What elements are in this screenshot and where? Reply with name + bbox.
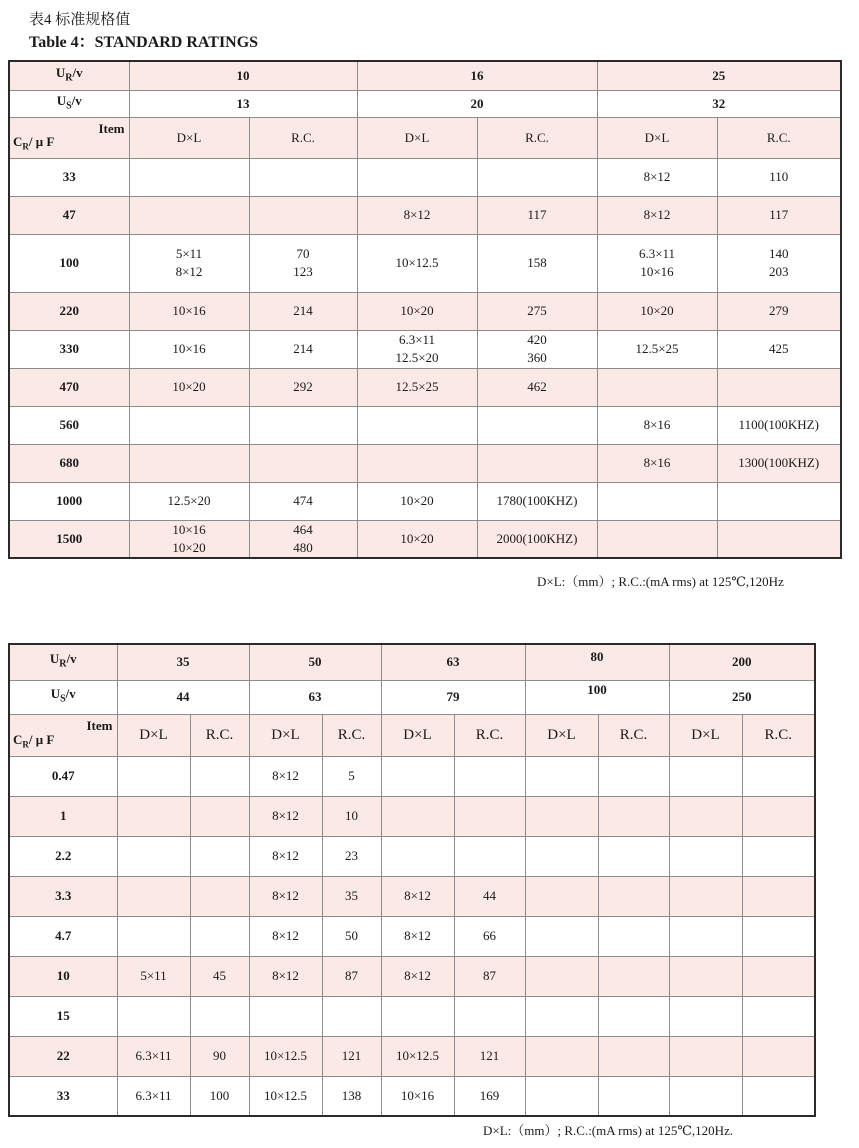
size-cell: 10×16	[129, 330, 249, 368]
ripple-current-cell	[598, 836, 669, 876]
size-cell: 8×16	[597, 444, 717, 482]
ripple-current-cell	[454, 796, 525, 836]
capacitance-cell: 33	[9, 1076, 117, 1116]
size-cell: 10×12.5	[249, 1076, 322, 1116]
table-row	[9, 1076, 815, 1116]
surge-voltage-value: 79	[381, 680, 525, 714]
table-row	[9, 956, 815, 996]
ripple-current-cell: 1780(100KHZ)	[477, 482, 597, 520]
ripple-current-cell: 121	[322, 1036, 381, 1076]
table-row	[9, 368, 841, 406]
rated-voltage-value: 16	[357, 61, 597, 90]
size-cell	[525, 876, 598, 916]
ripple-current-cell	[742, 796, 815, 836]
size-cell: 8×12	[381, 956, 454, 996]
capacitance-cell: 33	[9, 158, 129, 196]
table-1-footnote: D×L:（mm）; R.C.:(mA rms) at 125℃,120Hz	[537, 574, 784, 589]
ripple-current-cell: 169	[454, 1076, 525, 1116]
ripple-current-cell	[742, 756, 815, 796]
table-caption-chinese: 表4 标准规格值	[29, 12, 131, 28]
ripple-current-cell	[717, 520, 841, 558]
size-cell: 8×12	[249, 836, 322, 876]
size-cell	[525, 1076, 598, 1116]
column-header: R.C.	[249, 117, 357, 158]
table-caption-english: Table 4：STANDARD RATINGS	[29, 34, 259, 51]
size-cell: 12.5×25	[357, 368, 477, 406]
size-cell	[525, 1036, 598, 1076]
rated-voltage-value: 200	[669, 644, 815, 680]
ripple-current-cell	[249, 444, 357, 482]
size-cell	[669, 796, 742, 836]
column-header: D×L	[381, 714, 454, 756]
size-cell: 8×12	[597, 158, 717, 196]
ripple-current-cell: 44	[454, 876, 525, 916]
size-cell	[117, 796, 190, 836]
ripple-current-cell: 292	[249, 368, 357, 406]
size-cell: 12.5×20	[129, 482, 249, 520]
column-header: R.C.	[454, 714, 525, 756]
capacitance-cell: 4.7	[9, 916, 117, 956]
size-cell	[129, 158, 249, 196]
size-cell: 8×12	[249, 796, 322, 836]
table-row	[9, 916, 815, 956]
ripple-current-cell	[190, 916, 249, 956]
size-cell	[525, 836, 598, 876]
capacitance-cell: 2.2	[9, 836, 117, 876]
ripple-current-cell	[717, 368, 841, 406]
surge-voltage-value: 250	[669, 680, 815, 714]
ripple-current-cell: 87	[454, 956, 525, 996]
table-row	[9, 996, 815, 1036]
capacitance-label: $C_R/$ μ F	[13, 731, 55, 750]
surge-voltage-label: $U_S/v$	[9, 680, 117, 714]
capacitance-cell: 0.47	[9, 756, 117, 796]
ripple-current-cell: 138	[322, 1076, 381, 1116]
ripple-current-cell: 90	[190, 1036, 249, 1076]
ripple-current-cell: 425	[717, 330, 841, 368]
ripple-current-cell: 117	[477, 196, 597, 234]
surge-voltage-value: 44	[117, 680, 249, 714]
size-cell: 10×16	[129, 292, 249, 330]
column-header: R.C.	[717, 117, 841, 158]
capacitance-cell: 1000	[9, 482, 129, 520]
size-cell	[597, 482, 717, 520]
size-cell	[525, 756, 598, 796]
ripple-current-cell: 279	[717, 292, 841, 330]
table-row	[9, 444, 841, 482]
surge-voltage-row	[9, 90, 841, 117]
size-cell	[597, 520, 717, 558]
ripple-current-cell	[322, 996, 381, 1036]
rated-voltage-label: $U_R/v$	[9, 61, 129, 90]
ripple-current-cell: 10	[322, 796, 381, 836]
ripple-current-cell: 214	[249, 292, 357, 330]
size-cell: 10×12.5	[381, 1036, 454, 1076]
size-cell: 6.3×11 12.5×20	[357, 330, 477, 368]
capacitance-cell: 22	[9, 1036, 117, 1076]
column-header: D×L	[249, 714, 322, 756]
ripple-current-cell: 420 360	[477, 330, 597, 368]
ripple-current-cell	[454, 756, 525, 796]
ripple-current-cell	[598, 1076, 669, 1116]
ripple-current-cell: 474	[249, 482, 357, 520]
size-cell: 10×12.5	[249, 1036, 322, 1076]
table-row	[9, 876, 815, 916]
ripple-current-cell	[249, 158, 357, 196]
rated-voltage-value: 35	[117, 644, 249, 680]
ripple-current-cell: 1300(100KHZ)	[717, 444, 841, 482]
rated-voltage-label: $U_R/v$	[9, 644, 117, 680]
column-header: D×L	[669, 714, 742, 756]
size-cell	[117, 996, 190, 1036]
surge-voltage-value: 20	[357, 90, 597, 117]
size-cell: 5×11 8×12	[129, 234, 249, 292]
surge-voltage-value: 100	[525, 680, 669, 714]
capacitance-cell: 1500	[9, 520, 129, 558]
ripple-current-cell: 35	[322, 876, 381, 916]
size-cell	[357, 444, 477, 482]
table-row	[9, 234, 841, 292]
ripple-current-cell: 5	[322, 756, 381, 796]
size-cell: 5×11	[117, 956, 190, 996]
ripple-current-cell	[598, 1036, 669, 1076]
capacitance-cell: 330	[9, 330, 129, 368]
capacitance-cell: 560	[9, 406, 129, 444]
surge-voltage-value: 13	[129, 90, 357, 117]
size-cell	[249, 996, 322, 1036]
ripple-current-cell	[598, 876, 669, 916]
size-cell	[669, 836, 742, 876]
ripple-current-cell	[742, 916, 815, 956]
size-cell: 10×20	[357, 292, 477, 330]
size-cell: 6.3×11	[117, 1076, 190, 1116]
ripple-current-cell	[190, 756, 249, 796]
ripple-current-cell	[454, 996, 525, 1036]
capacitance-cell: 3.3	[9, 876, 117, 916]
rated-voltage-value: 25	[597, 61, 841, 90]
size-cell: 10×20	[357, 482, 477, 520]
column-header: R.C.	[477, 117, 597, 158]
standard-ratings-table-1	[8, 60, 842, 559]
size-cell: 8×12	[249, 876, 322, 916]
size-cell	[381, 756, 454, 796]
table-row	[9, 292, 841, 330]
size-cell	[117, 836, 190, 876]
ripple-current-cell	[249, 196, 357, 234]
rated-voltage-row	[9, 644, 815, 680]
size-cell	[525, 996, 598, 1036]
table-row	[9, 836, 815, 876]
capacitance-cell: 470	[9, 368, 129, 406]
size-cell	[117, 916, 190, 956]
item-header-row	[9, 117, 841, 158]
size-cell	[525, 796, 598, 836]
size-cell	[669, 1076, 742, 1116]
capacitance-cell: 100	[9, 234, 129, 292]
ripple-current-cell	[190, 796, 249, 836]
size-cell	[669, 956, 742, 996]
column-header: D×L	[525, 714, 598, 756]
size-cell: 10×20	[129, 368, 249, 406]
standard-ratings-table-2	[8, 643, 816, 1117]
column-header: R.C.	[190, 714, 249, 756]
size-cell: 8×12	[357, 196, 477, 234]
size-cell	[669, 996, 742, 1036]
size-cell: 10×12.5	[357, 234, 477, 292]
size-cell: 12.5×25	[597, 330, 717, 368]
ripple-current-cell	[742, 836, 815, 876]
column-header: D×L	[357, 117, 477, 158]
ripple-current-cell: 117	[717, 196, 841, 234]
ripple-current-cell: 121	[454, 1036, 525, 1076]
capacitance-cell: 15	[9, 996, 117, 1036]
ripple-current-cell: 110	[717, 158, 841, 196]
size-cell	[669, 756, 742, 796]
size-cell	[117, 876, 190, 916]
ripple-current-cell	[742, 1076, 815, 1116]
size-cell: 8×12	[381, 876, 454, 916]
surge-voltage-value: 63	[249, 680, 381, 714]
size-cell: 8×12	[249, 956, 322, 996]
column-header: R.C.	[742, 714, 815, 756]
item-label: Item	[86, 717, 113, 733]
size-cell	[597, 368, 717, 406]
ripple-current-cell	[598, 956, 669, 996]
ripple-current-cell: 275	[477, 292, 597, 330]
size-cell	[357, 158, 477, 196]
column-header: D×L	[129, 117, 249, 158]
surge-voltage-label: $U_S/v$	[9, 90, 129, 117]
ripple-current-cell	[477, 444, 597, 482]
diagonal-header-cell	[9, 117, 129, 158]
ripple-current-cell	[477, 158, 597, 196]
ripple-current-cell	[742, 956, 815, 996]
ripple-current-cell	[598, 916, 669, 956]
surge-voltage-row	[9, 680, 815, 714]
column-header: R.C.	[598, 714, 669, 756]
ripple-current-cell	[598, 756, 669, 796]
ripple-current-cell	[717, 482, 841, 520]
ripple-current-cell	[190, 996, 249, 1036]
ripple-current-cell	[190, 836, 249, 876]
ripple-current-cell: 2000(100KHZ)	[477, 520, 597, 558]
diagonal-header-cell	[9, 714, 117, 756]
column-header: D×L	[117, 714, 190, 756]
ripple-current-cell: 462	[477, 368, 597, 406]
ripple-current-cell: 45	[190, 956, 249, 996]
rated-voltage-value: 63	[381, 644, 525, 680]
size-cell	[129, 406, 249, 444]
size-cell	[381, 996, 454, 1036]
ripple-current-cell: 140 203	[717, 234, 841, 292]
ripple-current-cell: 23	[322, 836, 381, 876]
rated-voltage-value: 10	[129, 61, 357, 90]
item-header-row	[9, 714, 815, 756]
ripple-current-cell	[742, 1036, 815, 1076]
size-cell	[381, 836, 454, 876]
size-cell: 6.3×11	[117, 1036, 190, 1076]
capacitance-cell: 1	[9, 796, 117, 836]
table-row	[9, 1036, 815, 1076]
ripple-current-cell: 214	[249, 330, 357, 368]
table-row	[9, 520, 841, 558]
size-cell: 8×12	[249, 916, 322, 956]
size-cell: 6.3×11 10×16	[597, 234, 717, 292]
ripple-current-cell: 50	[322, 916, 381, 956]
size-cell: 10×20	[357, 520, 477, 558]
size-cell	[669, 916, 742, 956]
size-cell	[381, 796, 454, 836]
table-row	[9, 330, 841, 368]
size-cell: 10×16	[381, 1076, 454, 1116]
table-row	[9, 196, 841, 234]
ripple-current-cell: 1100(100KHZ)	[717, 406, 841, 444]
ripple-current-cell	[454, 836, 525, 876]
ripple-current-cell: 66	[454, 916, 525, 956]
capacitance-cell: 10	[9, 956, 117, 996]
size-cell	[129, 196, 249, 234]
capacitance-cell: 47	[9, 196, 129, 234]
ripple-current-cell: 70 123	[249, 234, 357, 292]
rated-voltage-value: 80	[525, 644, 669, 680]
rated-voltage-value: 50	[249, 644, 381, 680]
ripple-current-cell	[598, 796, 669, 836]
size-cell	[525, 956, 598, 996]
table-row	[9, 482, 841, 520]
size-cell: 8×16	[597, 406, 717, 444]
size-cell	[129, 444, 249, 482]
ripple-current-cell	[249, 406, 357, 444]
capacitance-cell: 220	[9, 292, 129, 330]
size-cell	[357, 406, 477, 444]
size-cell	[669, 876, 742, 916]
size-cell	[525, 916, 598, 956]
table-row	[9, 406, 841, 444]
ripple-current-cell	[742, 996, 815, 1036]
capacitance-cell: 680	[9, 444, 129, 482]
size-cell	[117, 756, 190, 796]
ripple-current-cell	[190, 876, 249, 916]
column-header: R.C.	[322, 714, 381, 756]
table-row	[9, 796, 815, 836]
item-label: Item	[98, 120, 125, 136]
ripple-current-cell: 464 480	[249, 520, 357, 558]
size-cell: 8×12	[249, 756, 322, 796]
ripple-current-cell: 100	[190, 1076, 249, 1116]
size-cell: 8×12	[597, 196, 717, 234]
ripple-current-cell	[742, 876, 815, 916]
size-cell: 10×20	[597, 292, 717, 330]
surge-voltage-value: 32	[597, 90, 841, 117]
ripple-current-cell: 158	[477, 234, 597, 292]
ripple-current-cell	[477, 406, 597, 444]
column-header: D×L	[597, 117, 717, 158]
table-2-footnote: D×L:（mm）; R.C.:(mA rms) at 125℃,120Hz.	[483, 1123, 734, 1138]
size-cell	[669, 1036, 742, 1076]
size-cell: 10×16 10×20	[129, 520, 249, 558]
table-row	[9, 158, 841, 196]
size-cell: 8×12	[381, 916, 454, 956]
ripple-current-cell: 87	[322, 956, 381, 996]
ripple-current-cell	[598, 996, 669, 1036]
capacitance-label: $C_R/$ μ F	[13, 133, 55, 152]
rated-voltage-row	[9, 61, 841, 90]
table-row	[9, 756, 815, 796]
